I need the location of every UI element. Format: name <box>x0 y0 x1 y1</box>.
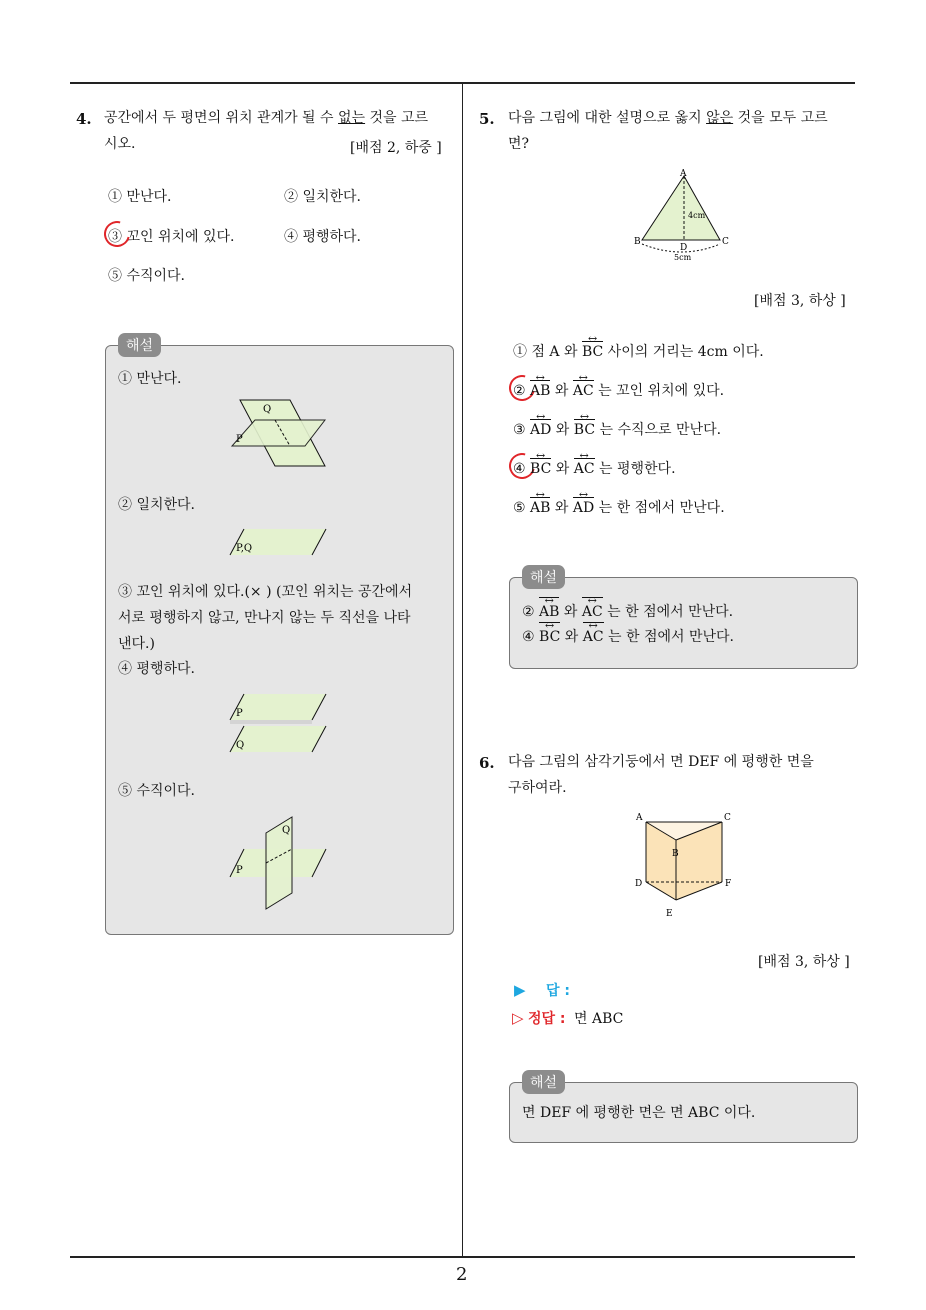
q6-answer-row <box>514 980 570 1000</box>
q5-option-number: ② <box>513 383 526 399</box>
q5-option-text: 는 수직으로 만난다. <box>595 422 722 438</box>
q4-explain-line: ③ 꼬인 위치에 있다.(× ) (꼬인 위치는 공간에서 <box>118 584 413 600</box>
q5-option-text: 점 A 와 <box>531 344 582 360</box>
q4-fig-label-p: P <box>236 708 243 719</box>
bottom-rule <box>70 1256 855 1258</box>
line-symbol: AC ↔ <box>582 600 603 625</box>
q5-option-number: ① <box>513 344 527 360</box>
q5-option-text: 와 <box>551 461 574 477</box>
line-symbol: AD ↔ <box>573 500 594 516</box>
q6-correct-label: 정답 : <box>528 1011 566 1027</box>
q4-option-1[interactable]: ① 만난다. <box>108 189 172 205</box>
line-symbol: AB ↔ <box>539 600 559 625</box>
q4-explanation-tag: 해설 <box>118 333 161 357</box>
q5-triangle-figure <box>632 168 742 264</box>
line-symbol: AC ↔ <box>583 625 604 650</box>
q5-meta: [배점 3, 하상 ] <box>754 293 846 309</box>
line-symbol: AD ↔ <box>530 422 551 438</box>
q6-prism-figure <box>630 808 740 924</box>
q6-text-line1: 다음 그림의 삼각기둥에서 면 DEF 에 평행한 면을 <box>508 754 814 770</box>
q4-fig-intersecting-planes <box>230 398 330 470</box>
q5-explain-number: ② <box>522 604 535 620</box>
q5-fig-label-d: D <box>680 243 688 253</box>
q4-option-5[interactable]: ⑤ 수직이다. <box>108 268 185 284</box>
q5-question-text <box>508 105 828 157</box>
q5-explain-text: 는 한 점에서 만난다. <box>602 604 734 620</box>
q4-fig-label-p: P <box>236 434 243 445</box>
q6-fig-label-c: C <box>724 813 731 823</box>
q4-fig-label-q: Q <box>282 825 291 836</box>
q4-option-3[interactable]: ③ 꼬인 위치에 있다. <box>108 229 235 245</box>
q4-text-part: 공간에서 두 평면의 위치 관계가 될 수 <box>104 110 339 126</box>
q5-text-part: 다음 그림에 대한 설명으로 옳지 <box>508 110 707 126</box>
q6-question-text <box>508 749 814 801</box>
q6-answer-label: 답 : <box>546 983 570 999</box>
q5-text-line2: 면? <box>508 136 530 152</box>
q6-fig-label-f: F <box>725 879 732 889</box>
q5-option-text: 는 평행한다. <box>594 461 676 477</box>
q4-explain-line: ② 일치한다. <box>118 497 195 513</box>
q5-text-part: 것을 모두 고르 <box>733 110 828 126</box>
q4-text-part: 것을 고르 <box>365 110 429 126</box>
q5-option-text: 와 <box>551 422 574 438</box>
q4-number: 4. <box>76 110 92 128</box>
correct-arrow-icon: ▷ <box>512 1009 524 1027</box>
q4-fig-label-p: P <box>236 865 243 876</box>
q5-option-text: 와 <box>550 383 573 399</box>
q4-fig-perpendicular-planes <box>230 815 330 911</box>
q5-option-number: ③ <box>513 422 526 438</box>
q6-text-line2: 구하여라. <box>508 780 567 796</box>
line-symbol: BC ↔ <box>530 461 551 477</box>
q4-explain-line: ⑤ 수직이다. <box>118 783 195 799</box>
q6-correct-value: 면 ABC <box>573 1011 624 1027</box>
q5-explain-text: 는 한 점에서 만난다. <box>603 629 734 645</box>
q4-explain-line: 서로 평행하지 않고, 만나지 않는 두 직선을 나타 <box>118 610 411 626</box>
q6-number: 6. <box>479 754 495 772</box>
q6-fig-label-e: E <box>666 909 673 919</box>
line-symbol: BC ↔ <box>539 625 560 650</box>
q4-explain-line: ① 만난다. <box>118 371 182 387</box>
q6-meta: [배점 3, 하상 ] <box>758 954 850 970</box>
q5-option-text: 는 한 점에서 만난다. <box>594 500 725 516</box>
line-symbol: BC ↔ <box>574 422 595 438</box>
q4-meta: [배점 2, 하중 ] <box>350 140 442 156</box>
q4-explain-line: ④ 평행하다. <box>118 661 195 677</box>
q5-fig-label-c: C <box>722 237 729 247</box>
q4-option-4[interactable]: ④ 평행하다. <box>284 229 361 245</box>
line-symbol: BC ↔ <box>582 344 603 360</box>
q5-option-number: ④ <box>513 461 526 477</box>
q6-correct-row <box>512 1008 623 1028</box>
q4-fig-coincident-planes <box>230 527 330 557</box>
q5-number: 5. <box>479 110 495 128</box>
q6-answer-input[interactable] <box>580 978 840 1000</box>
q4-option-2[interactable]: ② 일치한다. <box>284 189 361 205</box>
q4-text-underlined: 없는 <box>338 110 366 126</box>
q5-fig-label-base: 5cm <box>674 253 692 262</box>
line-symbol: AC ↔ <box>574 461 595 477</box>
q6-explain-line: 면 DEF 에 평행한 면은 면 ABC 이다. <box>522 1105 756 1121</box>
q5-option-4[interactable] <box>513 458 676 478</box>
q4-answer-mark <box>99 216 135 252</box>
q5-explain-number: ④ <box>522 629 535 645</box>
q5-explain-text: 와 <box>560 629 583 645</box>
column-divider <box>462 82 463 1257</box>
q5-option-text: 사이의 거리는 4cm 이다. <box>603 344 764 360</box>
q5-option-3[interactable] <box>513 419 721 439</box>
q4-fig-label-pq: P,Q <box>236 543 253 554</box>
line-symbol: AB ↔ <box>530 500 550 516</box>
q5-text-underlined: 않은 <box>706 110 734 126</box>
page-number: 2 <box>456 1264 468 1285</box>
line-symbol: AB ↔ <box>530 383 550 399</box>
q5-fig-label-a: A <box>680 169 687 179</box>
q4-text-line2: 시오. <box>104 136 136 152</box>
q5-explanation-tag: 해설 <box>522 565 565 589</box>
q5-option-text: 는 꼬인 위치에 있다. <box>593 383 725 399</box>
q6-explanation-tag: 해설 <box>522 1070 565 1094</box>
q4-fig-label-q: Q <box>263 404 272 415</box>
q6-fig-label-a: A <box>636 813 643 823</box>
q5-explain-line-2 <box>522 625 734 650</box>
answer-arrow-icon: ▶ <box>514 981 526 999</box>
q5-option-text: 와 <box>550 500 573 516</box>
q5-option-number: ⑤ <box>513 500 526 516</box>
q5-explain-text: 와 <box>559 604 582 620</box>
q5-option-1[interactable] <box>513 341 764 361</box>
q4-fig-label-q: Q <box>236 740 245 751</box>
q4-fig-parallel-planes <box>230 692 330 754</box>
q6-fig-label-d: D <box>635 879 643 889</box>
q6-fig-label-b: B <box>672 849 679 859</box>
q5-fig-label-height: 4cm <box>688 211 706 220</box>
q5-option-5[interactable] <box>513 497 725 517</box>
q5-option-2[interactable] <box>513 380 724 400</box>
line-symbol: AC ↔ <box>573 383 594 399</box>
q4-explain-line: 낸다.) <box>118 636 155 652</box>
q5-fig-label-b: B <box>634 237 641 247</box>
